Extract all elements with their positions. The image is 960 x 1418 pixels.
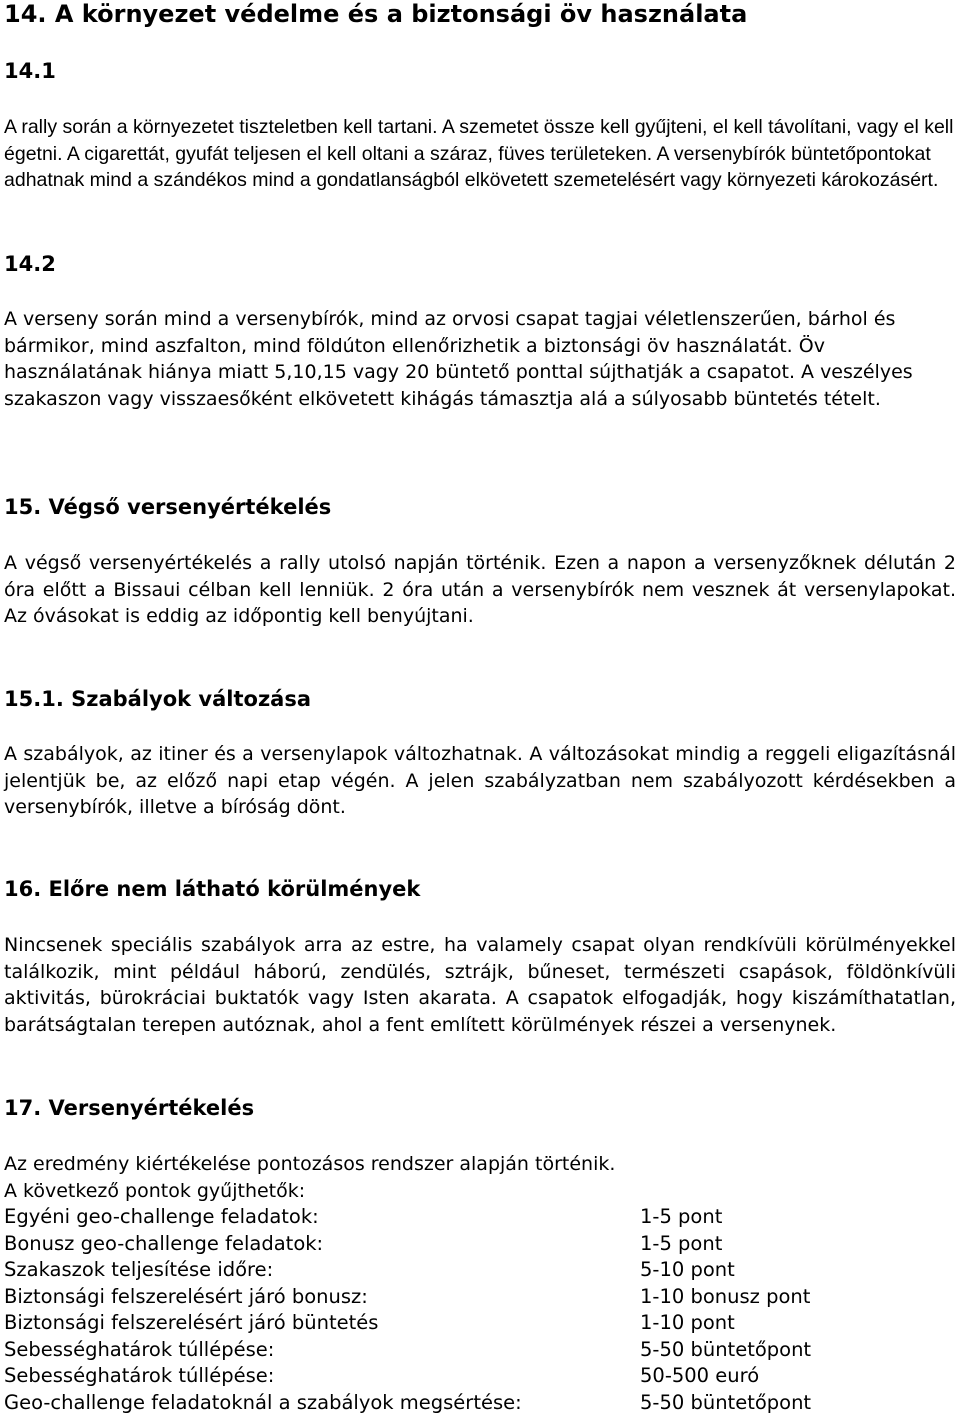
scoring-label: Sebességhatárok túllépése:	[4, 1337, 275, 1361]
scoring-value: 5-50 büntetőpont	[640, 1337, 812, 1361]
section-15-text: A végső versenyértékelés a rally utolsó napján történik. Ezen a napon a versenyzőknek délután 2 óra előtt a Bissaui célban kell lenniük. 2 óra után a versenybírók nem vesznek át versenylapokat. Az óvásokat is eddig az időpontig kell benyújtani.	[4, 552, 956, 627]
scoring-value: 1-10 bonusz pont	[640, 1284, 811, 1308]
scoring-value: 1-5 pont	[640, 1205, 723, 1228]
section-15-title: 15. Végső versenyértékelés	[4, 495, 332, 519]
scoring-label: Szakaszok teljesítése időre:	[4, 1258, 274, 1281]
section-16-text: Nincsenek speciális szabályok arra az estre, ha valamely csapat olyan rendkívüli körülményekkel találkozik, mint például háború, zendülés, sztrájk, bűneset, természeti csapások, földönkívüli aktivitás, bürokráciai buktatók vagy Isten akarata. A csapatok elfogadják, hogy kiszámíthatatlan, barátságtalan terepen autóznak, ahol a fent említett körülmények részei a versenynek.	[4, 934, 956, 1036]
scoring-label: Sebességhatárok túllépése:	[4, 1364, 275, 1387]
scoring-value: 1-5 pont	[640, 1231, 723, 1255]
scoring-label: Geo-challenge feladatoknál a szabályok megsértése:	[4, 1390, 522, 1414]
scoring-row	[4, 1257, 956, 1284]
scoring-value: 5-50 büntetőpont	[640, 1390, 812, 1414]
scoring-label: Egyéni geo-challenge feladatok:	[4, 1205, 319, 1228]
scoring-row	[4, 1231, 956, 1258]
scoring-label: Biztonsági felszerelésért járó bonusz:	[4, 1284, 368, 1308]
scoring-label: Bonusz geo-challenge feladatok:	[4, 1231, 324, 1255]
section-17-intro-1: Az eredmény kiértékelése pontozásos rendszer alapján történik.	[4, 1153, 616, 1175]
section-14-title: 14. A környezet védelme és a biztonsági öv használata	[4, 0, 748, 28]
scoring-row	[4, 1337, 956, 1364]
scoring-row	[4, 1310, 956, 1337]
subsection-14-2-text: A verseny során mind a versenybírók, mind az orvosi csapat tagjai véletlenszerűen, bárhol és bármikor, mind aszfalton, mind földúton ellenőrizhetik a biztonsági öv használatát. Öv használatának hiánya miatt 5,10,15 vagy 20 büntető ponttal sújthatják a csapatot. A veszélyes szakaszon vagy visszaesőként elkövetett kihágás támasztja alá a súlyosabb büntetés tételt.	[4, 308, 913, 410]
scoring-row	[4, 1390, 956, 1417]
section-16-title: 16. Előre nem látható körülmények	[4, 877, 421, 901]
scoring-row	[4, 1204, 956, 1231]
subsection-15-1-text: A szabályok, az itiner és a versenylapok változhatnak. A változásokat mindig a reggeli eligazításnál jelentjük be, az előző napi etap végén. A jelen szabályzatban nem szabályozott kérdésekben a versenybírók, illetve a bíróság dönt.	[4, 743, 956, 818]
subsection-15-1-title: 15.1. Szabályok változása	[4, 687, 312, 711]
subsection-14-2-title: 14.2	[4, 252, 56, 276]
scoring-value: 1-10 pont	[640, 1311, 735, 1334]
scoring-row	[4, 1284, 956, 1311]
scoring-value: 50-500 euró	[640, 1364, 760, 1387]
section-17-intro-2: A következő pontok gyűjthetők:	[4, 1180, 306, 1202]
scoring-table	[4, 1204, 956, 1416]
scoring-row	[4, 1363, 956, 1390]
subsection-14-1-title: 14.1	[4, 59, 56, 83]
subsection-14-1-text: A rally során a környezetet tiszteletben kell tartani. A szemetet össze kell gyűjteni, el kell távolítani, vagy el kell égetni. A cigarettát, gyufát teljesen el kell oltani a száraz, füves területeken. A versenybírók büntetőpontokat adhatnak mind a szándékos mind a gondatlanságból elkövetett szemetelésért vagy környezeti károkozásért.	[4, 116, 954, 191]
scoring-value: 5-10 pont	[640, 1258, 735, 1281]
scoring-label: Biztonsági felszerelésért járó büntetés	[4, 1311, 379, 1334]
section-17-title: 17. Versenyértékelés	[4, 1096, 255, 1120]
